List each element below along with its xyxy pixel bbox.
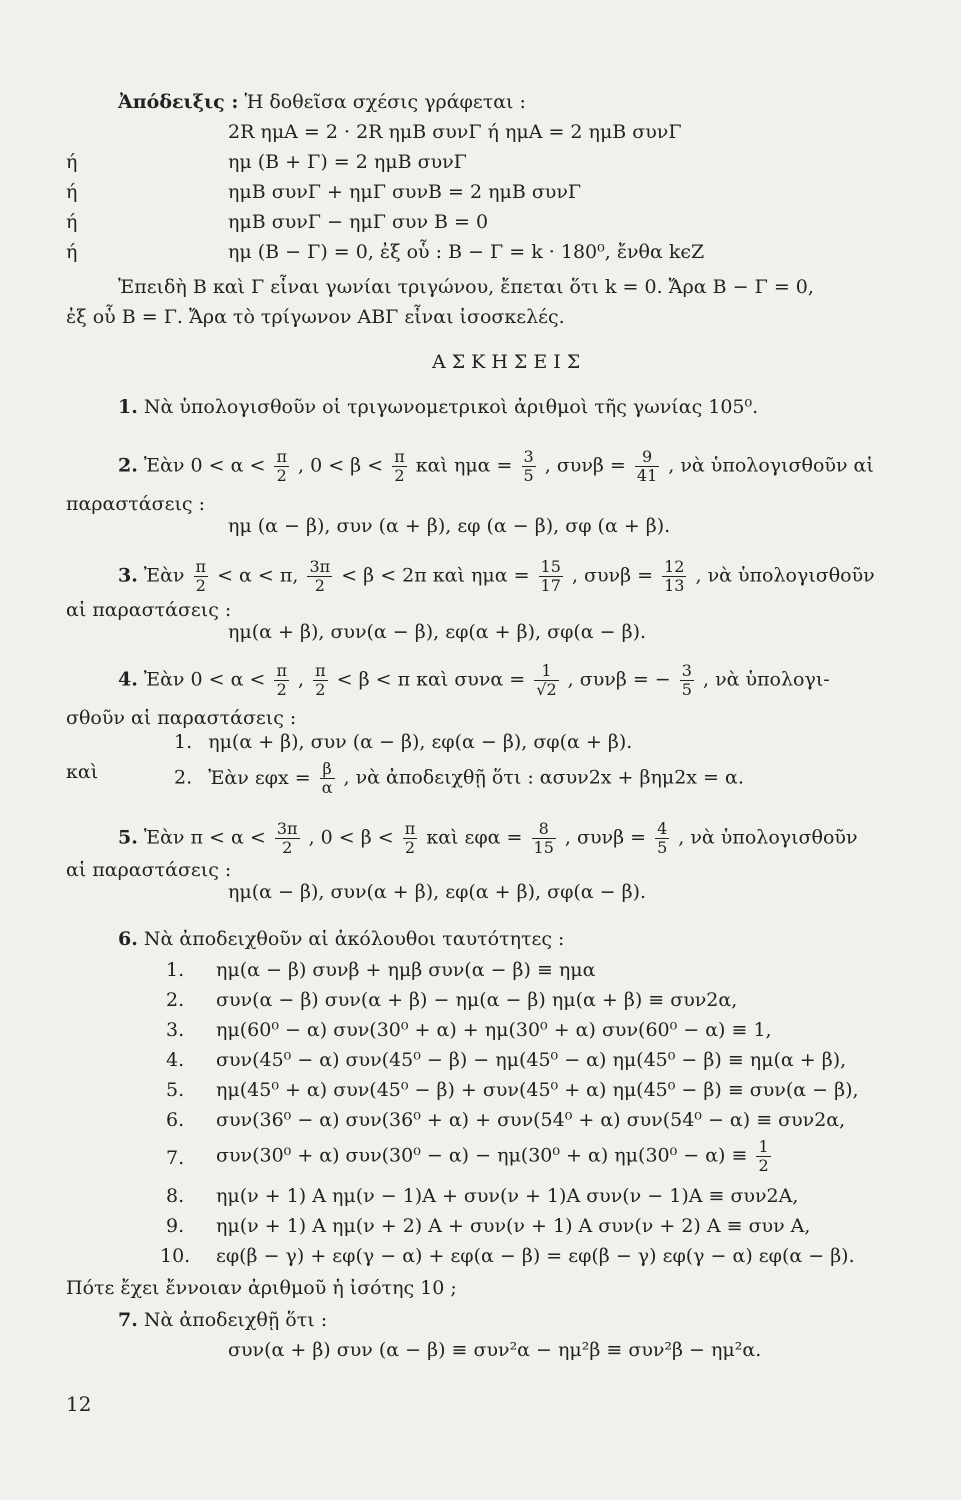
fraction-numerator: π bbox=[276, 447, 287, 466]
exercise-5-number: 5. bbox=[118, 826, 138, 849]
exercise-5-text-a: Ἐὰν π < α < bbox=[143, 826, 266, 849]
exercise-5-continuation: αἱ παραστάσεις : bbox=[66, 859, 232, 881]
exercise-7 bbox=[118, 1308, 327, 1332]
identity-1-number: 1. bbox=[166, 959, 185, 981]
exercise-3-text-d: , συνβ = bbox=[571, 564, 654, 587]
exercise-4-and: καὶ bbox=[66, 761, 99, 783]
exercise-4-continuation: σθοῦν αἱ παραστάσεις : bbox=[66, 707, 297, 729]
identity-7-one-half bbox=[756, 1138, 770, 1175]
exercise-4-sub-1-number: 1. bbox=[174, 731, 193, 753]
proof-or-4: ή bbox=[66, 241, 78, 263]
identity-3-number: 3. bbox=[166, 1019, 185, 1041]
exercise-7-text: Νὰ ἀποδειχθῇ ὅτι : bbox=[143, 1309, 328, 1331]
exercise-5-text-b: , 0 < β < bbox=[308, 826, 394, 849]
exercise-3-continuation: αἱ παραστάσεις : bbox=[66, 599, 232, 621]
fraction-numerator: 3 bbox=[681, 661, 692, 680]
proof-eq-1: 2R ημΑ = 2 · 2R ημΒ συνΓ ή ημΑ = 2 ημΒ συνΓ bbox=[228, 121, 682, 143]
fraction-denominator: 2 bbox=[276, 466, 287, 485]
proof-conclusion-1: Ἐπειδὴ Β καὶ Γ εἶναι γωνίαι τριγώνου, ἔπεται ὅτι k = 0. Ἄρα Β − Γ = 0, bbox=[118, 276, 814, 298]
exercise-7-equation: συν(α + β) συν (α − β) ≡ συν²α − ημ²β ≡ συν²β − ημ²α. bbox=[228, 1339, 762, 1361]
exercise-1-text: Νὰ ὑπολογισθοῦν οἱ τριγωνομετρικοὶ ἀριθμοὶ τῆς γωνίας 105⁰. bbox=[143, 396, 759, 418]
exercise-3-number: 3. bbox=[118, 564, 138, 587]
fraction-denominator: 13 bbox=[664, 576, 685, 595]
exercise-4-fraction-2 bbox=[680, 662, 694, 699]
fraction-numerator: 15 bbox=[540, 557, 561, 576]
proof-eq-3: ημΒ συνΓ + ημΓ συνΒ = 2 ημΒ συνΓ bbox=[228, 181, 582, 203]
exercise-3-text-a: Ἐὰν bbox=[143, 564, 185, 587]
fraction-numerator: 3π bbox=[276, 819, 298, 838]
exercise-4-text-d: , συνβ = − bbox=[567, 668, 671, 691]
exercise-7-number: 7. bbox=[118, 1309, 138, 1331]
exercise-4-sub-2-text-a: Ἐὰν εφx = bbox=[208, 766, 311, 789]
proof-conclusion-2: ἐξ οὗ Β = Γ. Ἄρα τὸ τρίγωνον ΑΒΓ εἶναι ἰσοσκελές. bbox=[66, 306, 565, 328]
identity-6: συν(36⁰ − α) συν(36⁰ + α) + συν(54⁰ + α) συν(54⁰ − α) ≡ συν2α, bbox=[216, 1109, 846, 1131]
exercise-3-pi-over-2 bbox=[194, 558, 209, 595]
exercise-3-text-b: < α < π, bbox=[217, 564, 299, 587]
fraction-numerator: π bbox=[195, 557, 207, 576]
exercise-3-3pi-over-2 bbox=[307, 558, 332, 595]
exercise-4 bbox=[118, 662, 830, 699]
proof-lead: Ἀπόδειξις : bbox=[118, 91, 239, 113]
proof-intro: Ἡ δοθεῖσα σχέσις γράφεται : bbox=[244, 91, 526, 113]
fraction-numerator: π bbox=[404, 819, 416, 838]
proof-or-1: ή bbox=[66, 151, 78, 173]
identity-4-number: 4. bbox=[166, 1049, 185, 1071]
proof-intro-line bbox=[118, 90, 526, 114]
exercise-2-text-d: , συνβ = bbox=[544, 454, 626, 477]
exercise-1 bbox=[118, 395, 758, 419]
identity-9-number: 9. bbox=[166, 1215, 185, 1237]
fraction-denominator: 2 bbox=[314, 576, 325, 595]
fraction-denominator: 5 bbox=[523, 466, 534, 485]
proof-eq-5: ημ (Β − Γ) = 0, ἐξ οὗ : Β − Γ = k · 180⁰, ἔνθα kϵZ bbox=[228, 241, 705, 263]
fraction-numerator: 12 bbox=[664, 557, 685, 576]
proof-or-2: ή bbox=[66, 181, 78, 203]
exercise-2-text-b: , 0 < β < bbox=[298, 454, 384, 477]
exercise-6 bbox=[118, 927, 564, 951]
fraction-numerator: β bbox=[320, 760, 335, 779]
fraction-denominator: 2 bbox=[404, 838, 416, 857]
identity-8: ημ(ν + 1) Α ημ(ν − 1)Α + συν(ν + 1)Α συν(ν − 1)Α ≡ συν2Α, bbox=[216, 1185, 799, 1207]
identity-1: ημ(α − β) συνβ + ημβ συν(α − β) ≡ ημα bbox=[216, 959, 596, 981]
identity-10: εφ(β − γ) + εφ(γ − α) + εφ(α − β) = εφ(β − γ) εφ(γ − α) εφ(α − β). bbox=[216, 1245, 855, 1267]
exercise-3-text-e: , νὰ ὑπολογισθοῦν bbox=[695, 564, 875, 587]
fraction-denominator: 5 bbox=[657, 838, 668, 857]
fraction-denominator: 41 bbox=[636, 466, 658, 485]
identity-3: ημ(60⁰ − α) συν(30⁰ + α) + ημ(30⁰ + α) συν(60⁰ − α) ≡ 1, bbox=[216, 1019, 772, 1041]
fraction-denominator: α bbox=[321, 778, 333, 797]
exercise-2-text-e: , νὰ ὑπολογισθοῦν αἱ bbox=[668, 454, 874, 477]
exercise-4-fraction-1 bbox=[534, 662, 558, 699]
identity-5: ημ(45⁰ + α) συν(45⁰ − β) + συν(45⁰ + α) ημ(45⁰ − β) ≡ συν(α − β), bbox=[216, 1079, 859, 1101]
proof-eq-4: ημΒ συνΓ − ημΓ συν Β = 0 bbox=[228, 211, 489, 233]
exercise-4-pi-over-2-b bbox=[313, 662, 328, 699]
exercise-2-text-c: καὶ ημα = bbox=[415, 454, 513, 477]
exercise-4-sub-1 bbox=[174, 730, 632, 754]
exercise-5-pi-over-2 bbox=[403, 820, 418, 857]
exercise-3-fraction-2 bbox=[662, 558, 686, 595]
exercise-2-pi-over-2-b bbox=[392, 448, 407, 485]
fraction-numerator: π bbox=[315, 661, 326, 680]
fraction-denominator: 2 bbox=[282, 838, 293, 857]
fraction-numerator: 1 bbox=[758, 1137, 769, 1156]
exercise-5-text-c: καὶ εφα = bbox=[426, 826, 523, 849]
exercises-heading: ΑΣΚΗΣΕΙΣ bbox=[432, 351, 587, 373]
exercise-4-text-e: , νὰ ὑπολογι- bbox=[703, 668, 830, 691]
exercise-4-pi-over-2-a bbox=[274, 662, 289, 699]
fraction-denominator: 2 bbox=[758, 1156, 769, 1175]
proof-or-3: ή bbox=[66, 211, 78, 233]
exercise-4-text-c: < β < π καὶ συνα = bbox=[336, 668, 526, 691]
exercise-6-text: Νὰ ἀποδειχθοῦν αἱ ἀκόλουθοι ταυτότητες : bbox=[143, 928, 565, 950]
identity-7-number: 7. bbox=[166, 1147, 185, 1169]
fraction-denominator: 2 bbox=[315, 680, 326, 699]
identity-8-number: 8. bbox=[166, 1185, 185, 1207]
identity-7 bbox=[216, 1138, 774, 1175]
exercise-2-number: 2. bbox=[118, 454, 138, 477]
exercise-6-number: 6. bbox=[118, 928, 138, 950]
exercise-4-beta-over-alpha bbox=[320, 760, 335, 797]
exercise-4-text-b: , bbox=[298, 668, 305, 691]
exercise-5-fraction-2 bbox=[655, 820, 669, 857]
fraction-numerator: 4 bbox=[657, 819, 668, 838]
identity-10-number: 10. bbox=[160, 1245, 191, 1267]
exercise-2-text-a: Ἐὰν 0 < α < bbox=[143, 454, 266, 477]
identity-4: συν(45⁰ − α) συν(45⁰ − β) − ημ(45⁰ − α) ημ(45⁰ − β) ≡ ημ(α + β), bbox=[216, 1049, 847, 1071]
fraction-denominator: 15 bbox=[533, 838, 554, 857]
exercise-3-expressions: ημ(α + β), συν(α − β), εφ(α + β), σφ(α − β). bbox=[228, 621, 647, 643]
fraction-numerator: π bbox=[276, 661, 287, 680]
fraction-denominator: 2 bbox=[394, 466, 405, 485]
exercise-4-sub-2 bbox=[174, 760, 744, 797]
exercise-2-continuation: παραστάσεις : bbox=[66, 493, 205, 515]
proof-eq-2: ημ (Β + Γ) = 2 ημΒ συνΓ bbox=[228, 151, 467, 173]
exercise-4-number: 4. bbox=[118, 668, 138, 691]
exercise-5-text-e: , νὰ ὑπολογισθοῦν bbox=[678, 826, 858, 849]
exercise-2-expressions: ημ (α − β), συν (α + β), εφ (α − β), σφ (α + β). bbox=[228, 515, 671, 537]
exercise-5-expressions: ημ(α − β), συν(α + β), εφ(α + β), σφ(α − β). bbox=[228, 881, 647, 903]
exercise-2 bbox=[118, 448, 874, 485]
exercise-4-sub-1-text: ημ(α + β), συν (α − β), εφ(α − β), σφ(α + β). bbox=[208, 731, 633, 753]
fraction-numerator: 8 bbox=[532, 820, 556, 839]
exercise-4-sub-2-number: 2. bbox=[174, 766, 193, 789]
identity-2: συν(α − β) συν(α + β) − ημ(α − β) ημ(α + β) ≡ συν2α, bbox=[216, 989, 738, 1011]
exercise-2-pi-over-2-a bbox=[274, 448, 289, 485]
fraction-denominator: 5 bbox=[681, 680, 692, 699]
fraction-numerator: π bbox=[394, 447, 405, 466]
exercise-5-text-d: , συνβ = bbox=[564, 826, 647, 849]
exercise-2-fraction-2 bbox=[635, 448, 659, 485]
fraction-numerator: 9 bbox=[635, 448, 659, 467]
fraction-denominator: 2 bbox=[276, 680, 287, 699]
exercise-4-text-a: Ἐὰν 0 < α < bbox=[143, 668, 266, 691]
exercise-4-sub-2-text-b: , νὰ ἀποδειχθῇ ὅτι : ασυν2x + βημ2x = α. bbox=[343, 766, 744, 789]
identity-7-text: συν(30⁰ + α) συν(30⁰ − α) − ημ(30⁰ + α) ημ(30⁰ − α) ≡ bbox=[216, 1144, 748, 1167]
fraction-numerator: 1 bbox=[534, 662, 558, 681]
identity-9: ημ(ν + 1) Α ημ(ν + 2) Α + συν(ν + 1) Α συν(ν + 2) Α ≡ συν Α, bbox=[216, 1215, 811, 1237]
fraction-denominator: 17 bbox=[540, 576, 561, 595]
exercise-1-number: 1. bbox=[118, 396, 138, 418]
exercise-2-fraction-1 bbox=[522, 448, 536, 485]
identity-5-number: 5. bbox=[166, 1079, 185, 1101]
exercise-5-fraction-1 bbox=[532, 820, 556, 857]
fraction-denominator: √2 bbox=[536, 680, 557, 699]
fraction-numerator: 3π bbox=[309, 557, 331, 576]
exercise-3 bbox=[118, 558, 875, 595]
exercise-5-3pi-over-2 bbox=[275, 820, 300, 857]
fraction-numerator: 3 bbox=[523, 447, 534, 466]
fraction-denominator: 2 bbox=[195, 576, 206, 595]
page-number: 12 bbox=[66, 1392, 92, 1416]
identity-2-number: 2. bbox=[166, 989, 185, 1011]
exercise-6-question: Πότε ἔχει ἔννοιαν ἀριθμοῦ ἡ ἰσότης 10 ; bbox=[66, 1277, 457, 1299]
exercise-3-text-c: < β < 2π καὶ ημα = bbox=[341, 564, 530, 587]
exercise-5 bbox=[118, 820, 858, 857]
identity-6-number: 6. bbox=[166, 1109, 185, 1131]
exercise-3-fraction-1 bbox=[539, 558, 563, 595]
